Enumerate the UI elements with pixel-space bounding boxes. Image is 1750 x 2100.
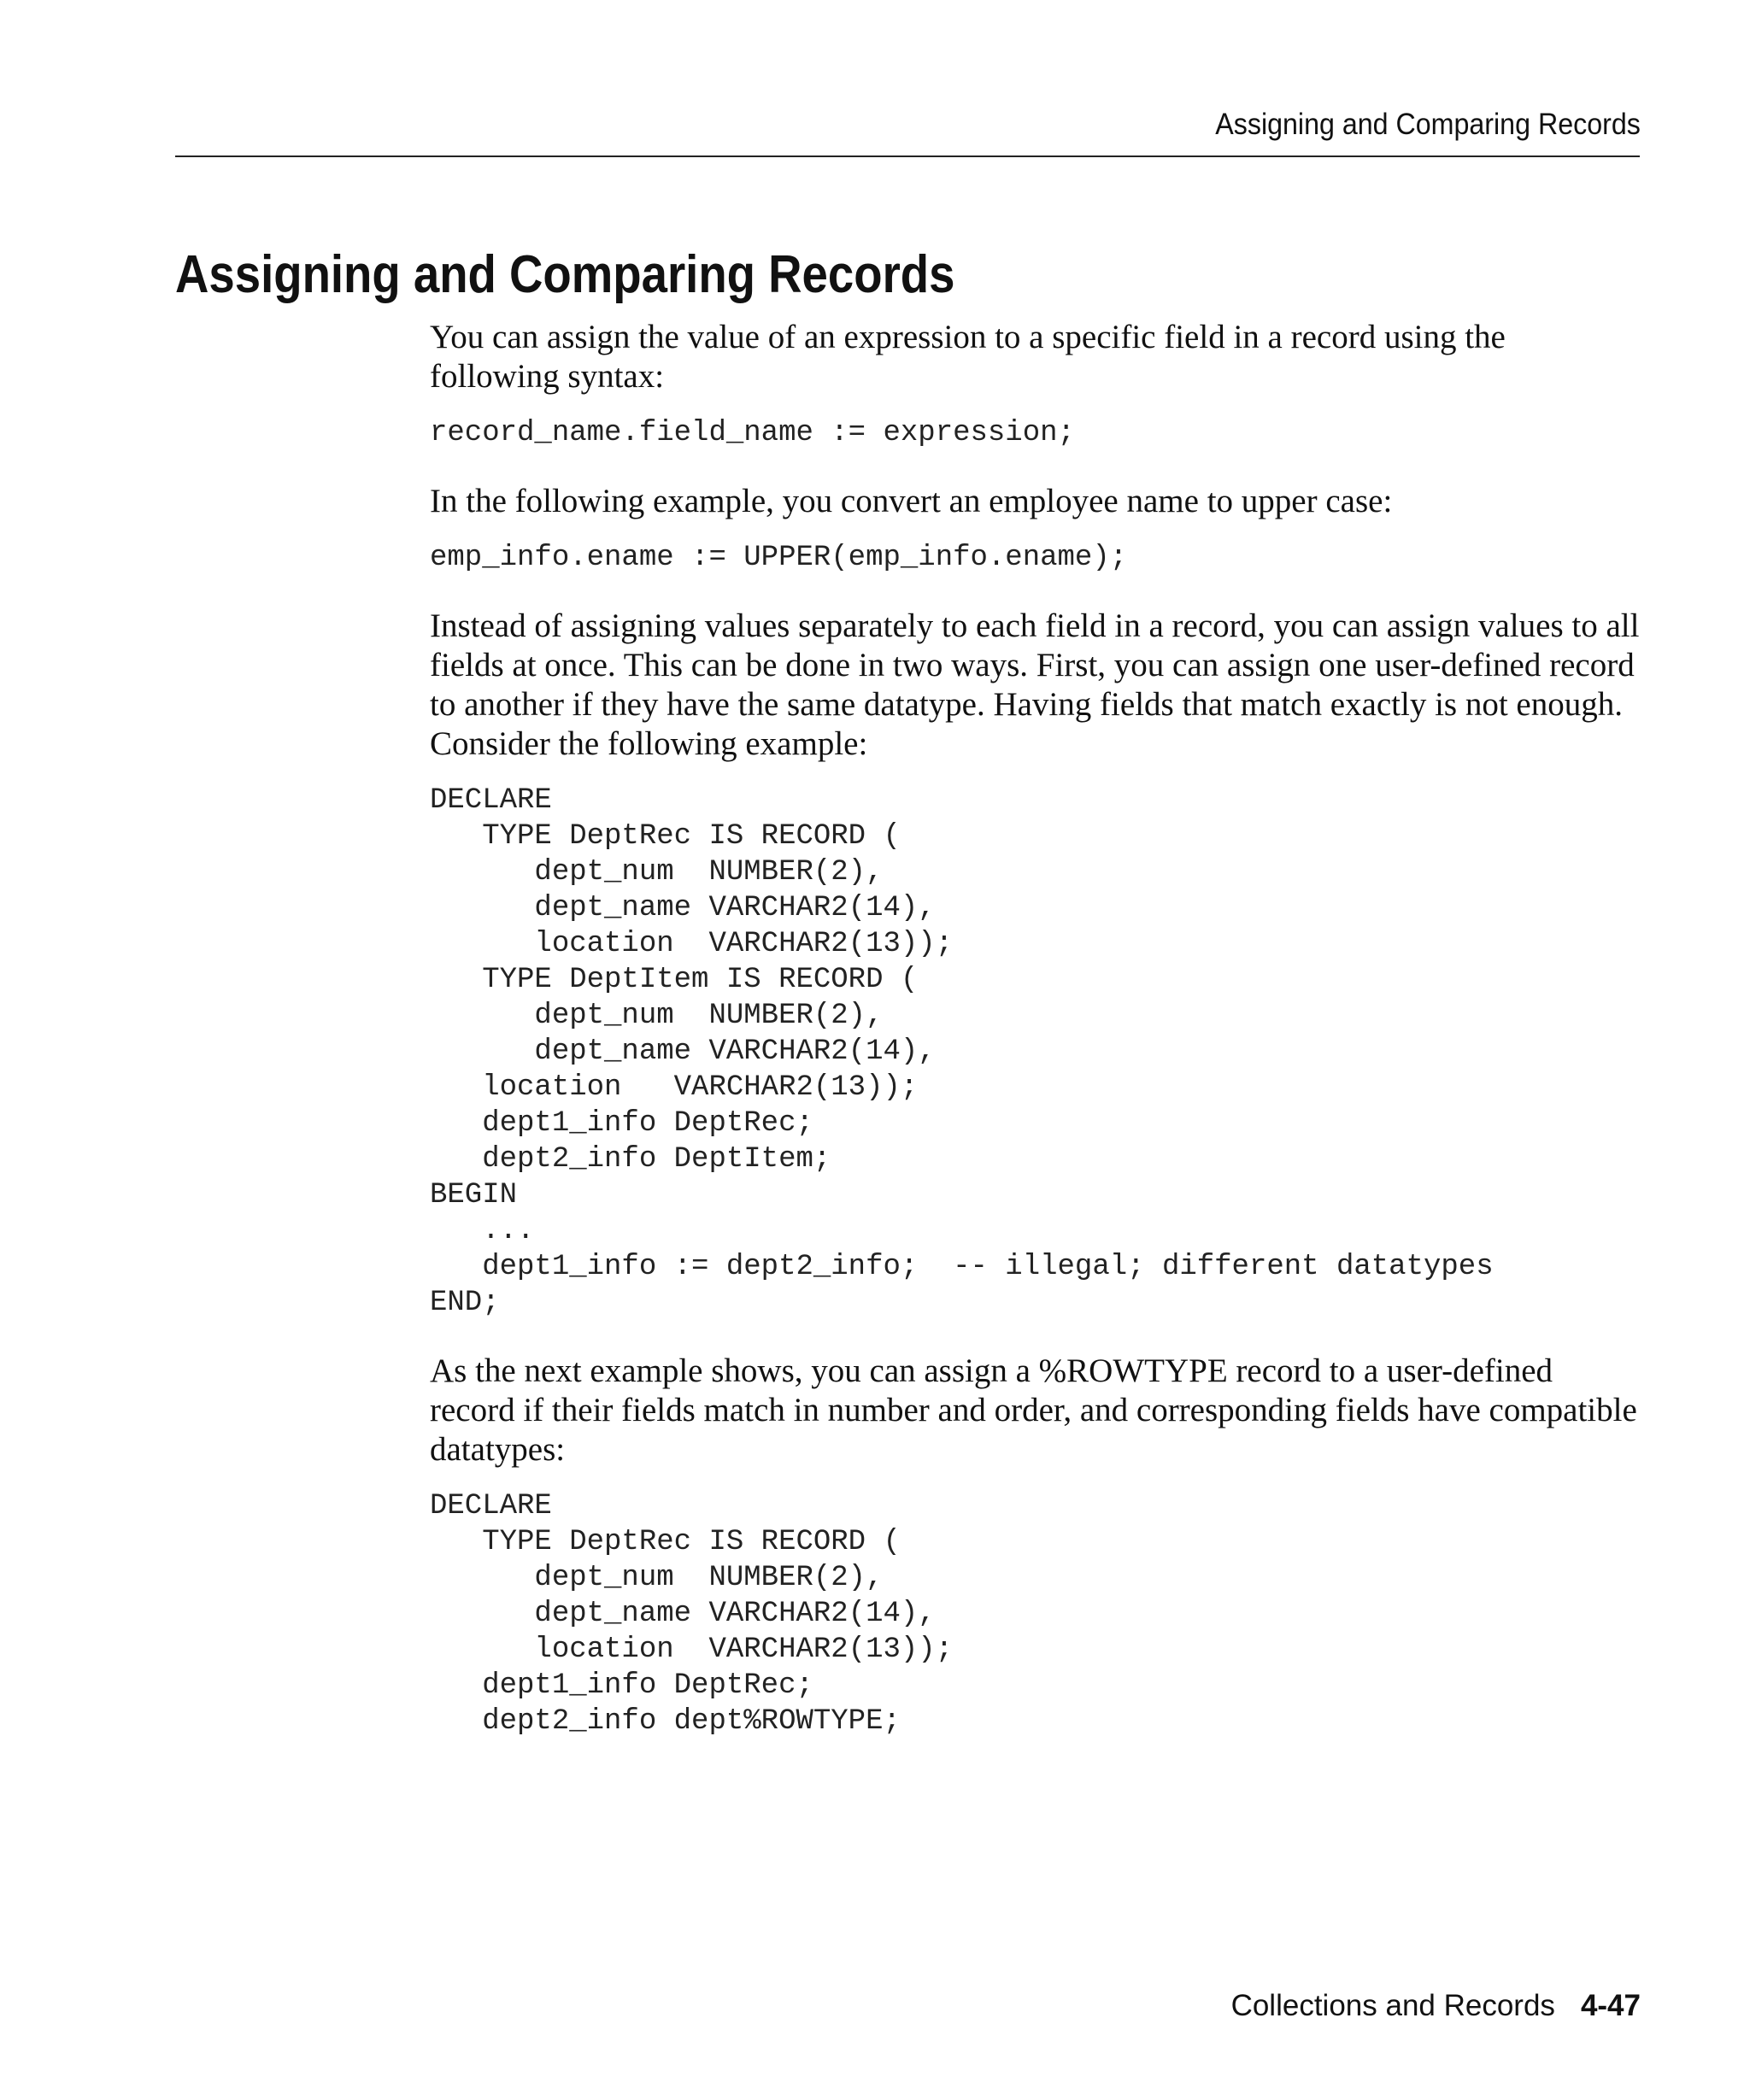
code-rowtype-example: DECLARE TYPE DeptRec IS RECORD ( dept_num NUMBER(2), dept_name VARCHAR2(14), location VARCHAR2(13)); dept1_info DeptRec; dept2_info dept%ROWTYPE; [430, 1490, 954, 1738]
page-title: Assigning and Comparing Records [175, 245, 955, 304]
footer-section-title: Collections and Records [1230, 1989, 1555, 2022]
running-header: Assigning and Comparing Records [1215, 108, 1641, 141]
paragraph-assign-syntax: You can assign the value of an expression to a specific field in a record using the following syntax: [430, 319, 1506, 395]
paragraph-upper-example: In the following example, you convert an employee name to upper case: [430, 483, 1393, 519]
page-number: 4-47 [1580, 1989, 1641, 2022]
paragraph-assign-all-fields: Instead of assigning values separately to each field in a record, you can assign values to all fields at once. This can be done in two ways. First, you can assign one user-defined record to another if they have the same datatype. Having fields that match exactly is not enough. Consider the following example: [430, 607, 1640, 762]
code-illegal-assignment: DECLARE TYPE DeptRec IS RECORD ( dept_num NUMBER(2), dept_name VARCHAR2(14), location VARCHAR2(13)); TYPE DeptItem IS RECORD ( dept_num NUMBER(2), dept_name VARCHAR2(14), location VARCHAR2(13)); dept1_info DeptRec; dept2_info DeptItem; BEGIN ... dept1_info := dept2_info; -- illegal; different datatypes END; [430, 784, 1494, 1319]
code-upper-example: emp_info.ename := UPPER(emp_info.ename); [430, 542, 1128, 574]
paragraph-rowtype: As the next example shows, you can assign a %ROWTYPE record to a user-defined record if their fields match in number and order, and corresponding fields have compatible datatypes: [430, 1352, 1637, 1468]
page-footer [1231, 1989, 1641, 2023]
code-syntax: record_name.field_name := expression; [430, 417, 1075, 449]
header-rule [175, 155, 1640, 157]
main-content [430, 318, 1640, 1770]
